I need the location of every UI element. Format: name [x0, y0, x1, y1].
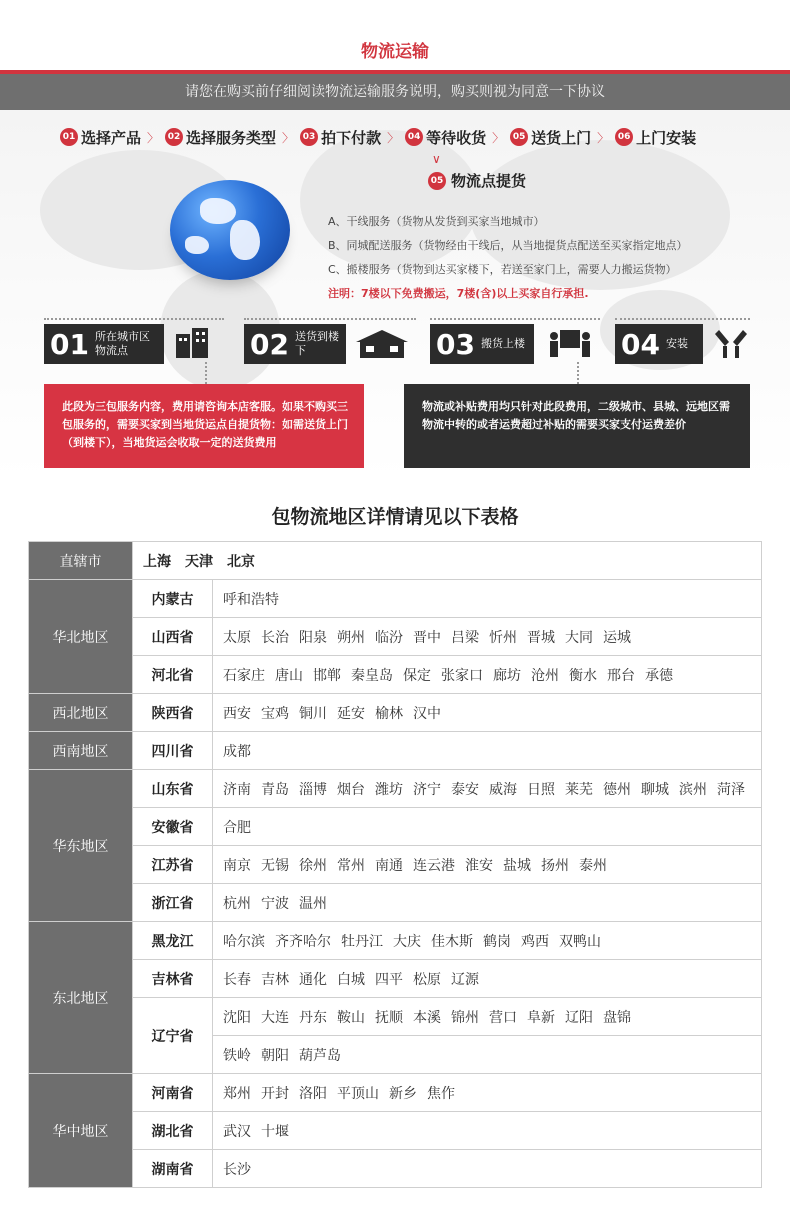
service-list	[328, 210, 748, 306]
city-name: 佳木斯	[431, 933, 473, 950]
city-name: 通化	[299, 971, 327, 988]
city-name: 辽阳	[565, 1009, 593, 1026]
cities-cell	[213, 1074, 762, 1112]
province-cell: 浙江省	[133, 884, 213, 922]
table-row	[29, 960, 762, 998]
globe-icon	[170, 180, 290, 280]
table-row	[29, 770, 762, 808]
region-cell: 东北地区	[29, 922, 133, 1074]
tile-text: 所在城市区物流点	[94, 330, 150, 357]
step-number: 06	[615, 128, 633, 146]
province-cell: 河北省	[133, 656, 213, 694]
province-cell: 四川省	[133, 732, 213, 770]
city-name: 长沙	[223, 1161, 251, 1178]
city-name: 辽源	[451, 971, 479, 988]
city-name: 徐州	[299, 857, 327, 874]
city-name: 威海	[489, 781, 517, 798]
city-name: 日照	[527, 781, 555, 798]
step-item	[165, 127, 296, 148]
building-icon	[172, 326, 212, 360]
city-name: 张家口	[441, 667, 483, 684]
cities-cell	[213, 808, 762, 846]
city-name: 延安	[337, 705, 365, 722]
region-table	[28, 541, 762, 1188]
city-name: 淄博	[299, 781, 327, 798]
cities-cell	[213, 656, 762, 694]
step-number: 02	[165, 128, 183, 146]
city-name: 滨州	[679, 781, 707, 798]
city-name: 铁岭	[223, 1047, 251, 1064]
step-item	[615, 127, 696, 148]
tile-3	[430, 318, 600, 362]
step-label: 等待收货	[426, 128, 487, 147]
chevron-right-icon: 〉	[492, 130, 505, 145]
city-name: 菏泽	[717, 781, 745, 798]
cities-cell: 上海 天津 北京	[133, 542, 762, 580]
city-name: 成都	[223, 743, 251, 760]
city-name: 长治	[261, 629, 289, 646]
city-name: 临汾	[375, 629, 403, 646]
service-b: B、同城配送服务（货物经由干线后，从当地提货点配送至买家指定地点）	[328, 239, 688, 252]
chevron-right-icon: 〉	[597, 130, 610, 145]
city-name: 新乡	[389, 1085, 417, 1102]
page-title: 物流运输	[361, 42, 429, 62]
notice-bar: 请您在购买前仔细阅读物流运输服务说明，购买则视为同意一下协议	[0, 74, 790, 110]
city-name: 忻州	[489, 629, 517, 646]
tile-text: 搬货上楼	[480, 337, 525, 350]
city-name: 温州	[299, 895, 327, 912]
city-name: 大庆	[393, 933, 421, 950]
step-label: 选择服务类型	[186, 128, 277, 147]
city-name: 汉中	[413, 705, 441, 722]
service-a: A、干线服务（货物从发货到买家当地城市）	[328, 215, 545, 228]
step-item	[405, 127, 506, 148]
info-box-subsidy: 物流或补贴费用均只针对此段费用，二级城市、县城、远地区需物流中转的或者运费超过补贴的需要买家支付运费差价	[404, 384, 750, 468]
table-row	[29, 808, 762, 846]
step-label: 拍下付款	[321, 128, 382, 147]
city-name: 沈阳	[223, 1009, 251, 1026]
city-name: 济南	[223, 781, 251, 798]
city-name: 本溪	[413, 1009, 441, 1026]
step-item	[60, 127, 161, 148]
city-name: 晋城	[527, 629, 555, 646]
city-name: 鸡西	[521, 933, 549, 950]
cities-cell	[213, 922, 762, 960]
step-alt-number: 05	[428, 172, 446, 190]
table-row	[29, 1150, 762, 1188]
cities-cell	[213, 770, 762, 808]
city-name: 朝阳	[261, 1047, 289, 1064]
info-box-warranty: 此段为三包服务内容，费用请咨询本店客服。如果不购买三包服务的，需要买家到当地货运点自提货物：如需送货上门（到楼下），当地货运会收取一定的送货费用	[44, 384, 364, 468]
region-cell: 直辖市	[29, 542, 133, 580]
province-cell: 江苏省	[133, 846, 213, 884]
city-name: 廊坊	[493, 667, 521, 684]
city-name: 晋中	[413, 629, 441, 646]
table-row	[29, 846, 762, 884]
city-name: 运城	[603, 629, 631, 646]
city-name: 保定	[403, 667, 431, 684]
city-name: 四平	[375, 971, 403, 988]
city-name: 丹东	[299, 1009, 327, 1026]
table-row	[29, 1074, 762, 1112]
chevron-right-icon: 〉	[282, 130, 295, 145]
city-name: 南京	[223, 857, 251, 874]
city-name: 秦皇岛	[351, 667, 393, 684]
cities-cell	[213, 618, 762, 656]
table-row	[29, 922, 762, 960]
region-cell: 华东地区	[29, 770, 133, 922]
city-name: 哈尔滨	[223, 933, 265, 950]
region-cell: 西南地区	[29, 732, 133, 770]
city-name: 合肥	[223, 819, 251, 836]
city-name: 泰州	[579, 857, 607, 874]
cities-cell	[213, 884, 762, 922]
city-name: 无锡	[261, 857, 289, 874]
step-number: 01	[60, 128, 78, 146]
step-number: 04	[405, 128, 423, 146]
city-name: 盐城	[503, 857, 531, 874]
city-name: 抚顺	[375, 1009, 403, 1026]
step-item	[300, 127, 401, 148]
city-name: 邢台	[607, 667, 635, 684]
table-row	[29, 884, 762, 922]
region-cell: 华中地区	[29, 1074, 133, 1188]
city-name: 杭州	[223, 895, 251, 912]
table-row	[29, 1112, 762, 1150]
cities-cell	[213, 580, 762, 618]
tile-number: 01	[50, 327, 89, 361]
city-name: 莱芜	[565, 781, 593, 798]
connector-line	[205, 362, 207, 384]
city-name: 吕梁	[451, 629, 479, 646]
region-cell: 华北地区	[29, 580, 133, 694]
province-cell: 陕西省	[133, 694, 213, 732]
city-name: 石家庄	[223, 667, 265, 684]
city-name: 阜新	[527, 1009, 555, 1026]
city-name: 平顶山	[337, 1085, 379, 1102]
city-name: 鹤岗	[483, 933, 511, 950]
chevron-right-icon: 〉	[387, 130, 400, 145]
city-name: 淮安	[465, 857, 493, 874]
cities-cell	[213, 1150, 762, 1188]
city-name: 锦州	[451, 1009, 479, 1026]
city-name: 吉林	[261, 971, 289, 988]
table-row	[29, 656, 762, 694]
province-cell: 安徽省	[133, 808, 213, 846]
province-cell: 河南省	[133, 1074, 213, 1112]
city-name: 洛阳	[299, 1085, 327, 1102]
header	[0, 0, 790, 70]
city-name: 铜川	[299, 705, 327, 722]
table-row	[29, 580, 762, 618]
tile-number: 03	[436, 327, 475, 361]
city-name: 开封	[261, 1085, 289, 1102]
tools-icon	[711, 326, 751, 360]
city-name: 沧州	[531, 667, 559, 684]
city-name: 承德	[645, 667, 673, 684]
step-number: 05	[510, 128, 528, 146]
city-name: 十堰	[261, 1123, 289, 1140]
city-name: 潍坊	[375, 781, 403, 798]
table-row	[29, 542, 762, 580]
city-name: 牡丹江	[341, 933, 383, 950]
province-cell: 山西省	[133, 618, 213, 656]
city-name: 济宁	[413, 781, 441, 798]
table-row	[29, 694, 762, 732]
tile-1	[44, 318, 224, 362]
tile-text: 安装	[665, 337, 688, 350]
province-cell: 湖南省	[133, 1150, 213, 1188]
step-label: 送货上门	[531, 128, 592, 147]
cities-cell	[213, 846, 762, 884]
city-name: 焦作	[427, 1085, 455, 1102]
province-cell: 湖北省	[133, 1112, 213, 1150]
step-alt-label: 物流点提货	[451, 172, 527, 190]
city-name: 呼和浩特	[223, 591, 279, 608]
city-name: 宝鸡	[261, 705, 289, 722]
process-steps	[60, 124, 760, 150]
chevron-right-icon: 〉	[147, 130, 160, 145]
city-name: 鞍山	[337, 1009, 365, 1026]
city-name: 太原	[223, 629, 251, 646]
city-name: 阳泉	[299, 629, 327, 646]
city-name: 邯郸	[313, 667, 341, 684]
city-name: 松原	[413, 971, 441, 988]
step-label: 选择产品	[81, 128, 142, 147]
city-name: 南通	[375, 857, 403, 874]
service-note: 注明：7楼以下免费搬运，7楼(含)以上买家自行承担.	[328, 287, 589, 300]
city-name: 榆林	[375, 705, 403, 722]
city-name: 西安	[223, 705, 251, 722]
city-name: 扬州	[541, 857, 569, 874]
city-name: 长春	[223, 971, 251, 988]
tile-2	[244, 318, 416, 362]
city-name: 白城	[337, 971, 365, 988]
tile-number: 02	[250, 327, 289, 361]
city-name: 宁波	[261, 895, 289, 912]
cities-cell	[213, 960, 762, 998]
province-cell: 黑龙江	[133, 922, 213, 960]
table-row	[29, 998, 762, 1036]
tile-4	[615, 318, 750, 362]
city-name: 营口	[489, 1009, 517, 1026]
mover-icon	[544, 326, 594, 360]
city-name: 衡水	[569, 667, 597, 684]
city-name: 唐山	[275, 667, 303, 684]
city-name: 朔州	[337, 629, 365, 646]
region-cell: 西北地区	[29, 694, 133, 732]
city-name: 齐齐哈尔	[275, 933, 331, 950]
city-name: 连云港	[413, 857, 455, 874]
cities-cell	[213, 732, 762, 770]
cities-cell	[213, 1112, 762, 1150]
section-title: 包物流地区详情请见以下表格	[271, 506, 519, 528]
city-name: 双鸭山	[559, 933, 601, 950]
city-name: 聊城	[641, 781, 669, 798]
city-name: 盘锦	[603, 1009, 631, 1026]
city-name: 大连	[261, 1009, 289, 1026]
province-cell: 吉林省	[133, 960, 213, 998]
service-c: C、搬楼服务（货物到达买家楼下，若送至家门上，需要人力搬运货物）	[328, 263, 677, 276]
table-row	[29, 618, 762, 656]
step-item	[510, 127, 611, 148]
province-cell: 内蒙古	[133, 580, 213, 618]
table-row	[29, 732, 762, 770]
house-icon	[352, 326, 412, 360]
city-name: 葫芦岛	[299, 1047, 341, 1064]
step-alt	[428, 170, 526, 191]
city-name: 常州	[337, 857, 365, 874]
step-label: 上门安装	[636, 128, 697, 147]
cities-cell	[213, 694, 762, 732]
city-name: 烟台	[337, 781, 365, 798]
tile-text: 送货到楼下	[294, 330, 339, 357]
city-name: 武汉	[223, 1123, 251, 1140]
city-name: 青岛	[261, 781, 289, 798]
city-name: 大同	[565, 629, 593, 646]
down-arrow-icon: ∨	[432, 152, 441, 166]
tile-number: 04	[621, 327, 660, 361]
cities-cell	[213, 998, 762, 1036]
city-name: 郑州	[223, 1085, 251, 1102]
connector-line	[577, 362, 579, 384]
step-number: 03	[300, 128, 318, 146]
cities-cell	[213, 1036, 762, 1074]
province-cell: 山东省	[133, 770, 213, 808]
city-name: 泰安	[451, 781, 479, 798]
province-cell: 辽宁省	[133, 998, 213, 1074]
city-name: 德州	[603, 781, 631, 798]
